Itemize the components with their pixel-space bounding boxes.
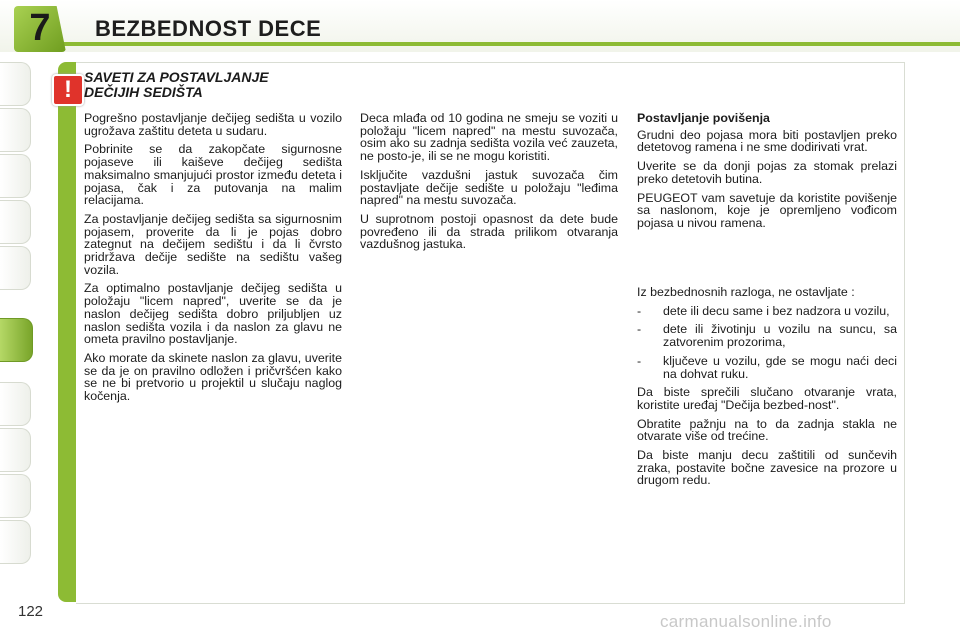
paragraph: Obratite pažnju na to da zadnja stakla ne otvarate više od trećine.: [637, 416, 897, 444]
text-column-2: [360, 112, 618, 257]
chapter-tab[interactable]: [0, 428, 31, 472]
chapter-tab[interactable]: [0, 200, 31, 244]
paragraph: Pogrešno postavljanje dečijeg sedišta u vozilo ugrožava zaštitu deteta u sudaru.: [84, 111, 342, 138]
chapter-tab[interactable]: [0, 108, 31, 152]
booster-subheading: Postavljanje povišenja: [637, 111, 770, 125]
chapter-tab[interactable]: [0, 154, 31, 198]
text-column-1: [84, 112, 342, 409]
section-title: BEZBEDNOST DECE: [95, 16, 322, 41]
chapter-tabs: [0, 62, 36, 582]
list-item-text: dete ili životinju u vozilu na suncu, sa zatvorenim prozorima,: [663, 322, 897, 350]
text-column-3: [637, 112, 897, 236]
paragraph: Za postavljanje dečijeg sedišta sa sigurnosnim pojasem, proverite da li je pojas dobro zategnut na dečijem sedištu i da li čvrsto pridržava dečije sedište na sedištu vašeg vozila.: [84, 211, 342, 277]
paragraph: Grudni deo pojasa mora biti postavljen preko detetovog ramena i ne sme dodirivati vrat.: [637, 127, 897, 155]
list-item: [637, 305, 897, 318]
panel-accent-strip: [58, 62, 76, 602]
paragraph: Da biste sprečili slučano otvaranje vrata, koristite uređaj "Dečija bezbed-nost".: [637, 385, 897, 412]
intro-text: Iz bezbednosnih razloga, ne ostavljate :: [637, 285, 855, 299]
chapter-tab[interactable]: [0, 520, 31, 564]
paragraph: Ako morate da skinete naslon za glavu, uverite se da je on pravilno odložen i pričvršćen kako se ne bi pretvorio u projektil u slučaju naglog kočenja.: [84, 350, 342, 404]
chapter-tab[interactable]: [0, 246, 31, 290]
warning-icon: !: [52, 74, 84, 106]
page-number: 122: [18, 603, 44, 620]
paragraph: Uverite se da donji pojas za stomak prelazi preko detetovih butina.: [637, 159, 897, 186]
footer-watermark: carmanualsonline.info: [660, 612, 832, 631]
list-item-text: dete ili decu same i bez nadzora u vozilu,: [663, 303, 890, 318]
list-item: [637, 323, 897, 348]
chapter-tab-active[interactable]: [0, 318, 33, 362]
list-dash: -: [637, 353, 642, 368]
paragraph: Da biste manju decu zaštitili od sunčevih zraka, postavite bočne zavesice na prozore u drugom redu.: [637, 448, 897, 488]
paragraph: PEUGEOT vam savetuje da koristite povišenje sa naslonom, koje je opremljeno vođicom pojasa u nivou ramena.: [637, 190, 897, 230]
chapter-number: 7: [29, 7, 51, 49]
chapter-tab[interactable]: [0, 382, 31, 426]
paragraph: Deca mlađa od 10 godina ne smeju se voziti u položaju "licem napred" na mestu suvozača, osim ako su zadnja sedišta vozila već zauzeta, ne posto-je, ili se ne mogu koristiti.: [360, 111, 618, 164]
paragraph: U suprotnom postoji opasnost da dete bude povređeno ili da strada prilikom otvaranja vazdušnog jastuka.: [360, 211, 618, 252]
panel-heading: [84, 70, 384, 100]
list-item: [637, 355, 897, 380]
chapter-tab[interactable]: [0, 62, 31, 106]
panel-heading-line1: SAVETI ZA POSTAVLJANJE: [84, 69, 269, 85]
paragraph: Za optimalno postavljanje dečijeg sedišta u položaju "licem napred", uverite se da je naslon dečijeg sedišta dobro priljubljen uz naslon sedišta vozila i da naslon za glavu ne ometa pravilno postavljanje.: [84, 281, 342, 347]
list-dash: -: [637, 322, 642, 337]
list-item-text: ključeve u vozilu, gde se mogu naći deci na dohvat ruku.: [663, 353, 897, 381]
panel-heading-line2: DEČIJIH SEDIŠTA: [84, 84, 203, 100]
paragraph: Pobrinite se da zakopčate sigurnosne pojaseve ili kaiševe dečijeg sedišta maksimalno smanjujući prostor između deteta i pojasa, čak i za putovanja na malim relacijama.: [84, 142, 342, 208]
list-dash: -: [637, 303, 642, 318]
safety-reasons-column: [637, 286, 897, 493]
paragraph: Isključite vazdušni jastuk suvozača čim postavljate dečije sedište u položaju "leđima napred" na mestu suvozača.: [360, 167, 618, 208]
chapter-tab[interactable]: [0, 474, 31, 518]
